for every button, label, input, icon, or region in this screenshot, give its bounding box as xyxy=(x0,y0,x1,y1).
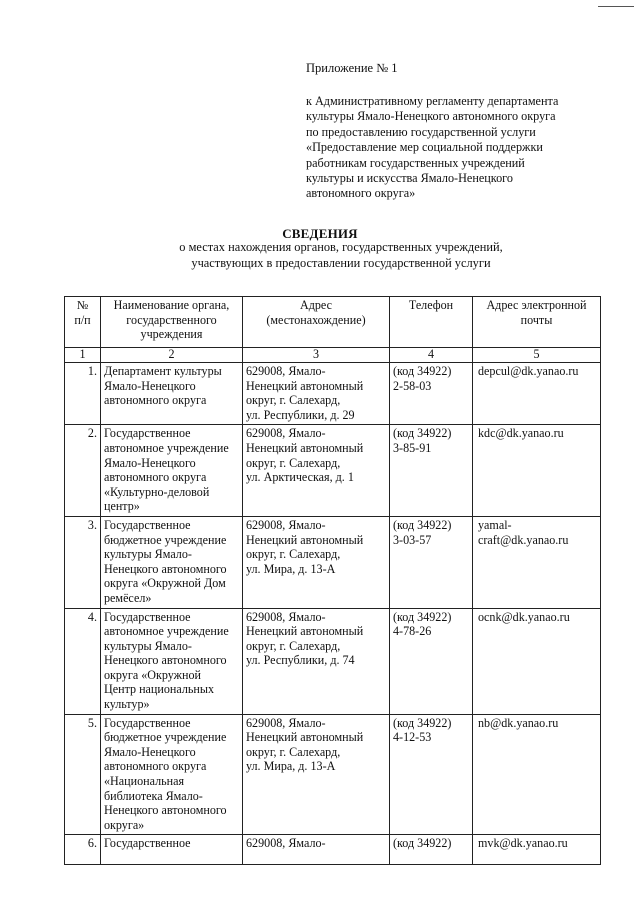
header-phone: Телефон xyxy=(390,297,473,348)
regulation-reference xyxy=(306,94,606,202)
institution-phone: (код 34922) xyxy=(390,835,473,865)
table-row xyxy=(65,608,601,714)
document-caption xyxy=(0,240,640,271)
institution-address: 629008, Ямало- Ненецкий автономный округ, г. Салехард, ул. Республики, д. 29 xyxy=(243,363,390,425)
institution-email: kdc@dk.yanao.ru xyxy=(473,425,601,517)
subtitle-line: к Административному регламенту департамента xyxy=(306,94,559,108)
subtitle-line: автономного округа» xyxy=(306,186,416,201)
row-number: 6. xyxy=(65,835,101,865)
institution-name: Департамент культуры Ямало-Ненецкого автономного округа xyxy=(101,363,243,425)
corner-mark xyxy=(598,6,634,7)
header-email: Адрес электронной почты xyxy=(473,297,601,348)
institution-name: Государственное автономное учреждение культуры Ямало- Ненецкого автономного округа «Окружной Центр национальных культур» xyxy=(101,608,243,714)
document-title: СВЕДЕНИЯ xyxy=(282,226,358,241)
institution-email: depcul@dk.yanao.ru xyxy=(473,363,601,425)
column-number: 3 xyxy=(243,348,390,363)
institution-name: Государственное бюджетное учреждение Ямало-Ненецкого автономного округа «Национальная библиотека Ямало- Ненецкого автономного округа» xyxy=(101,714,243,835)
appendix-label: Приложение № 1 xyxy=(306,61,398,75)
institution-email: ocnk@dk.yanao.ru xyxy=(473,608,601,714)
table-row xyxy=(65,835,601,865)
institution-email: yamal- craft@dk.yanao.ru xyxy=(473,516,601,608)
institution-phone: (код 34922) 2-58-03 xyxy=(390,363,473,425)
institution-phone: (код 34922) 3-85-91 xyxy=(390,425,473,517)
header-address: Адрес (местонахождение) xyxy=(243,297,390,348)
institution-phone: (код 34922) 4-78-26 xyxy=(390,608,473,714)
institution-name: Государственное xyxy=(101,835,243,865)
subtitle-line: культуры Ямало-Ненецкого автономного округа xyxy=(306,109,556,124)
institution-address: 629008, Ямало- Ненецкий автономный округ, г. Салехард, ул. Республики, д. 74 xyxy=(243,608,390,714)
institution-phone: (код 34922) 4-12-53 xyxy=(390,714,473,835)
table-row xyxy=(65,425,601,517)
institution-name: Государственное автономное учреждение Ямало-Ненецкого автономного округа «Культурно-деловой центр» xyxy=(101,425,243,517)
table-header-row xyxy=(65,297,601,348)
table-row xyxy=(65,363,601,425)
institution-email: nb@dk.yanao.ru xyxy=(473,714,601,835)
row-number: 1. xyxy=(65,363,101,425)
column-number: 5 xyxy=(473,348,601,363)
row-number: 4. xyxy=(65,608,101,714)
header-number: № п/п xyxy=(65,297,101,348)
institution-address: 629008, Ямало- Ненецкий автономный округ, г. Салехард, ул. Мира, д. 13-А xyxy=(243,516,390,608)
institution-address: 629008, Ямало- Ненецкий автономный округ, г. Салехард, ул. Арктическая, д. 1 xyxy=(243,425,390,517)
subtitle-line: по предоставлению государственной услуги xyxy=(306,124,536,139)
caption-line: участвующих в предоставлении государственной услуги xyxy=(191,255,491,270)
subtitle-line: работникам государственных учреждений xyxy=(306,155,525,170)
row-number: 3. xyxy=(65,516,101,608)
subtitle-line: «Предоставление мер социальной поддержки xyxy=(306,140,543,155)
table-row xyxy=(65,516,601,608)
subtitle-line: культуры и искусства Ямало-Ненецкого xyxy=(306,171,513,186)
header-name: Наименование органа, государственного учреждения xyxy=(101,297,243,348)
row-number: 5. xyxy=(65,714,101,835)
row-number: 2. xyxy=(65,425,101,517)
institution-address: 629008, Ямало- xyxy=(243,835,390,865)
institutions-table xyxy=(64,296,601,865)
column-number: 4 xyxy=(390,348,473,363)
caption-line: о местах нахождения органов, государственных учреждений, xyxy=(179,240,503,254)
column-number-row xyxy=(65,348,601,363)
institution-email: mvk@dk.yanao.ru xyxy=(473,835,601,865)
table-row xyxy=(65,714,601,835)
column-number: 1 xyxy=(65,348,101,363)
institution-phone: (код 34922) 3-03-57 xyxy=(390,516,473,608)
institution-address: 629008, Ямало- Ненецкий автономный округ, г. Салехард, ул. Мира, д. 13-А xyxy=(243,714,390,835)
column-number: 2 xyxy=(101,348,243,363)
institution-name: Государственное бюджетное учреждение культуры Ямало- Ненецкого автономного округа «Окружной Дом ремёсел» xyxy=(101,516,243,608)
